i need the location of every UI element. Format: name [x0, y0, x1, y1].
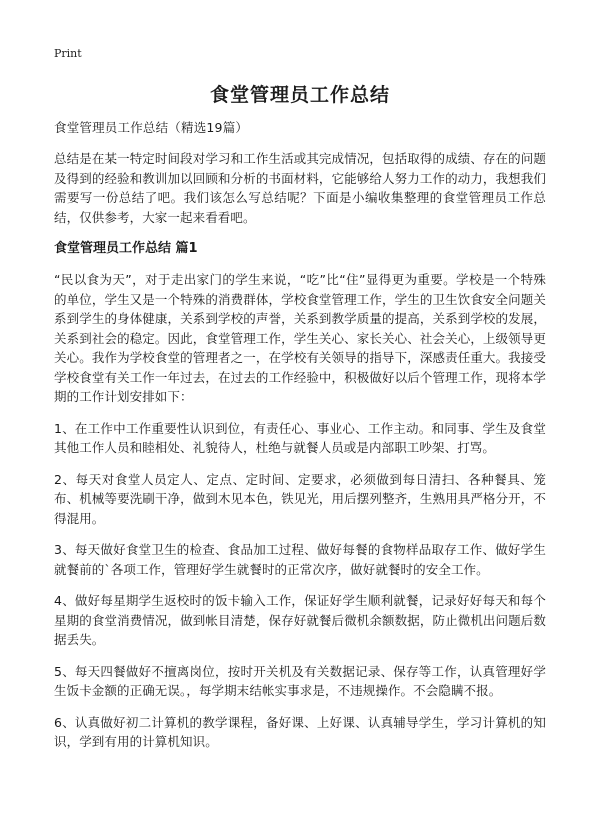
- print-link[interactable]: Print: [54, 47, 82, 60]
- body-paragraph: 3、每天做好食堂卫生的检查、食品加工过程、做好每餐的食物样品取存工作、做好学生就餐前的`各项工作，管理好学生就餐时的正常次序，做好就餐时的安全工作。: [54, 542, 546, 577]
- document-body: [54, 118, 546, 764]
- body-paragraph: 6、认真做好初二计算机的教学课程，备好课、上好课、认真辅导学生，学习计算机的知识，学到有用的计算机知识。: [54, 714, 546, 749]
- body-paragraph: 5、每天四餐做好不擅离岗位，按时开关机及有关数据记录、保存等工作，认真管理好学生饭卡金额的正确无误。，每学期末结帐实事求是，不违规操作。不会隐瞒不报。: [54, 663, 546, 698]
- intro-paragraph: 总结是在某一特定时间段对学习和工作生活或其完成情况，包括取得的成绩、存在的问题及得到的经验和教训加以回顾和分析的书面材料，它能够给人努力工作的动力，我想我们需要写一份总结了吧。我们该怎么写总结呢？下面是小编收集整理的食堂管理员工作总结，仅供参考，大家一起来看看吧。: [54, 151, 546, 225]
- body-paragraph: 1、在工作中工作重要性认识到位，有责任心、事业心、工作主动。和同事、学生及食堂其他工作人员和睦相处、礼貌待人，杜绝与就餐人员或是内部职工吵架、打骂。: [54, 420, 546, 455]
- body-paragraph: 2、每天对食堂人员定人、定点、定时间、定要求，必须做到每日清扫、各种餐具、笼布、机械等要洗刷干净，做到木见本色，铁见光，用后摆列整齐，生熟用具严格分开，不得混用。: [54, 471, 546, 526]
- document-subtitle: 食堂管理员工作总结（精选19篇）: [54, 120, 249, 135]
- body-paragraph: “民以食为天”，对于走出家门的学生来说，“吃”比“住”显得更为重要。学校是一个特殊的单位，学生又是一个特殊的消费群体，学校食堂管理工作，学生的卫生饮食安全问题关系到学生的身体健康，关系到学校的声誉，关系到教学质量的提高，关系到学校的发展，关系到社会的稳定。因此，食堂管理工作，学生关心、家长关心、社会关心，上级领导更关心。我作为学校食堂的管理者之一，在学校有关领导的指导下，深感责任重大。我接受学校食堂有关工作一年过去，在过去的工作经验中，积极做好以后个管理工作，现将本学期的工作计划安排如下：: [54, 272, 546, 404]
- body-paragraph: 4、做好每星期学生返校时的饭卡输入工作，保证好学生顺利就餐，记录好好每天和每个星期的食堂消费情况，做到帐目清楚，保存好就餐后微机余额数据，防止微机出问题后数据丢失。: [54, 593, 546, 647]
- section-heading: 食堂管理员工作总结 篇1: [54, 241, 198, 256]
- page-title: 食堂管理员工作总结: [209, 84, 390, 106]
